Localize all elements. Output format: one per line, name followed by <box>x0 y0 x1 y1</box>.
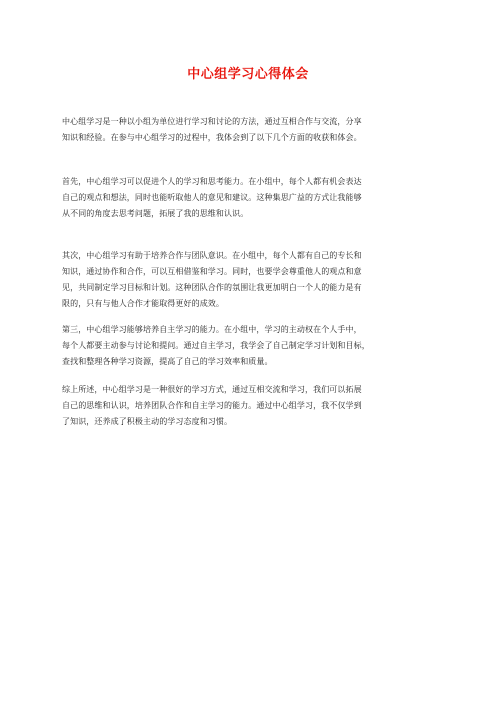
paragraph-line: 首先，中心组学习可以促进个人的学习和思考能力。在小组中，每个人都有机会表达 <box>62 177 362 186</box>
paragraph-line: 其次，中心组学习有助于培养合作与团队意识。在小组中，每个人都有自己的专长和 <box>62 251 362 260</box>
paragraph-third-point <box>62 322 434 370</box>
paragraph-line: 限的，只有与他人合作才能取得更好的成效。 <box>62 299 224 308</box>
paragraph-line: 自己的思维和认识，培养团队合作和自主学习的能力。通过中心组学习，我不仅学到 <box>62 401 362 410</box>
paragraph-line: 从不同的角度去思考问题，拓展了我的思维和认识。 <box>62 209 249 218</box>
paragraph-line: 知识和经验。在参与中心组学习的过程中，我体会到了以下几个方面的收获和体会。 <box>62 133 362 142</box>
paragraph-line: 查找和整理各种学习资源，提高了自己的学习效率和质量。 <box>62 357 273 366</box>
document-title: 中心组学习心得体会 <box>187 67 309 82</box>
paragraph-line: 每个人都要主动参与讨论和提问。通过自主学习，我学会了自己制定学习计划和目标， <box>62 341 370 350</box>
paragraph-line: 见，共同制定学习目标和计划。这种团队合作的氛围让我更加明白一个人的能力是有 <box>62 283 362 292</box>
paragraph-conclusion <box>62 382 434 430</box>
paragraph-first-point <box>62 174 434 222</box>
paragraph-line: 知识，通过协作和合作，可以互相借鉴和学习。同时，也要学会尊重他人的观点和意 <box>62 267 362 276</box>
paragraph-second-point <box>62 248 434 312</box>
paragraph-line: 第三，中心组学习能够培养自主学习的能力。在小组中，学习的主动权在个人手中， <box>62 325 362 334</box>
paragraph-line: 中心组学习是一种以小组为单位进行学习和讨论的方法，通过互相合作与交流，分享 <box>62 117 362 126</box>
paragraph-line: 了知识，还养成了积极主动的学习态度和习惯。 <box>62 417 233 426</box>
paragraph-line: 自己的观点和想法，同时也能听取他人的意见和建议。这种集思广益的方式让我能够 <box>62 193 362 202</box>
paragraph-line: 综上所述，中心组学习是一种很好的学习方式，通过互相交流和学习，我们可以拓展 <box>62 385 362 394</box>
paragraph-intro <box>62 114 434 146</box>
